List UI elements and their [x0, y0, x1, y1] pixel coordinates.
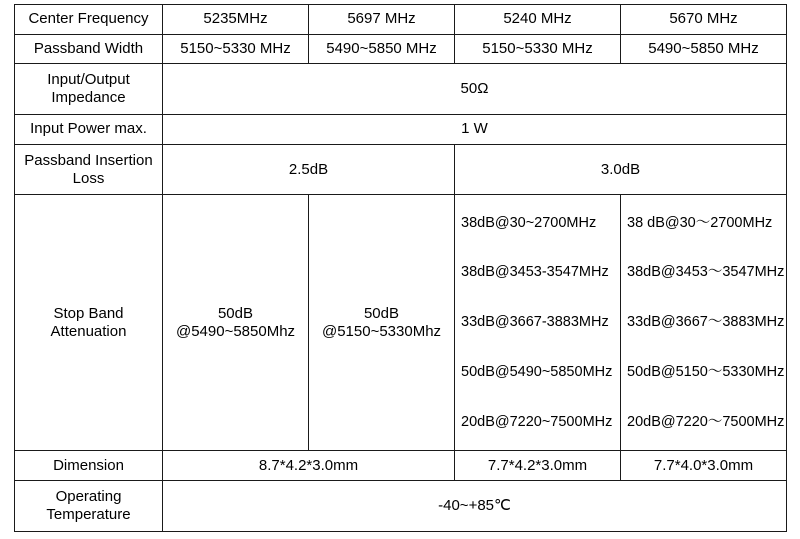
stopband-line: 38dB@30~2700MHz	[461, 214, 597, 231]
row-label-line: Attenuation	[50, 322, 127, 340]
row-label-operating-temperature	[15, 481, 163, 532]
cell-insertion-loss-high: 3.0dB	[455, 144, 787, 195]
row-label-line: Input/Output	[47, 71, 130, 89]
cell-stopband-4	[621, 195, 787, 451]
specification-table	[14, 4, 787, 532]
table-row	[15, 144, 787, 195]
stopband-line: 20dB@7220～7500MHz	[627, 413, 785, 430]
cell-dimension-3: 7.7*4.0*3.0mm	[621, 451, 787, 481]
row-label-line: Operating	[55, 488, 122, 506]
stopband-line: 38dB@3453-3547MHz	[461, 264, 609, 281]
cell-center-frequency-2: 5697 MHz	[309, 5, 455, 35]
row-label-input-power-max: Input Power max.	[15, 115, 163, 145]
row-label-line: Stop Band	[53, 304, 124, 322]
row-label-passband-insertion-loss	[15, 144, 163, 195]
cell-passband-width-2: 5490~5850 MHz	[309, 34, 455, 64]
cell-stopband-1	[163, 195, 309, 451]
table-row	[15, 115, 787, 145]
table-row	[15, 64, 787, 115]
stopband-line: 50dB	[217, 304, 254, 322]
stopband-line: 50dB@5490~5850MHz	[461, 364, 613, 381]
cell-stopband-3	[455, 195, 621, 451]
row-label-passband-width: Passband Width	[15, 34, 163, 64]
cell-dimension-1: 8.7*4.2*3.0mm	[163, 451, 455, 481]
table-row	[15, 481, 787, 532]
stopband-line: @5150~5330Mhz	[321, 322, 442, 340]
cell-insertion-loss-low: 2.5dB	[163, 144, 455, 195]
cell-input-power-value: 1 W	[163, 115, 787, 145]
row-label-center-frequency: Center Frequency	[15, 5, 163, 35]
stopband-line: @5490~5850Mhz	[175, 322, 296, 340]
row-label-input-output-impedance	[15, 64, 163, 115]
stopband-line: 33dB@3667～3883MHz	[627, 314, 785, 331]
cell-center-frequency-4: 5670 MHz	[621, 5, 787, 35]
stopband-line: 33dB@3667-3883MHz	[461, 314, 609, 331]
stopband-line: 20dB@7220~7500MHz	[461, 413, 613, 430]
cell-dimension-2: 7.7*4.2*3.0mm	[455, 451, 621, 481]
row-label-line: Passband Insertion	[24, 151, 153, 169]
row-label-stop-band-attenuation	[15, 195, 163, 451]
row-label-dimension: Dimension	[15, 451, 163, 481]
table-row	[15, 34, 787, 64]
cell-passband-width-1: 5150~5330 MHz	[163, 34, 309, 64]
stopband-line: 50dB	[363, 304, 400, 322]
cell-passband-width-4: 5490~5850 MHz	[621, 34, 787, 64]
stopband-line: 50dB@5150～5330MHz	[627, 364, 785, 381]
cell-stopband-2	[309, 195, 455, 451]
table-row	[15, 195, 787, 451]
table-row	[15, 451, 787, 481]
cell-operating-temperature-value: -40~+85℃	[163, 481, 787, 532]
row-label-line: Temperature	[46, 506, 131, 524]
cell-center-frequency-3: 5240 MHz	[455, 5, 621, 35]
cell-impedance-value: 50Ω	[163, 64, 787, 115]
stopband-line: 38 dB@30～2700MHz	[627, 214, 773, 231]
stopband-line: 38dB@3453～3547MHz	[627, 264, 785, 281]
table-row	[15, 5, 787, 35]
row-label-line: Impedance	[51, 89, 126, 107]
row-label-line: Loss	[72, 169, 105, 187]
cell-passband-width-3: 5150~5330 MHz	[455, 34, 621, 64]
cell-center-frequency-1: 5235MHz	[163, 5, 309, 35]
